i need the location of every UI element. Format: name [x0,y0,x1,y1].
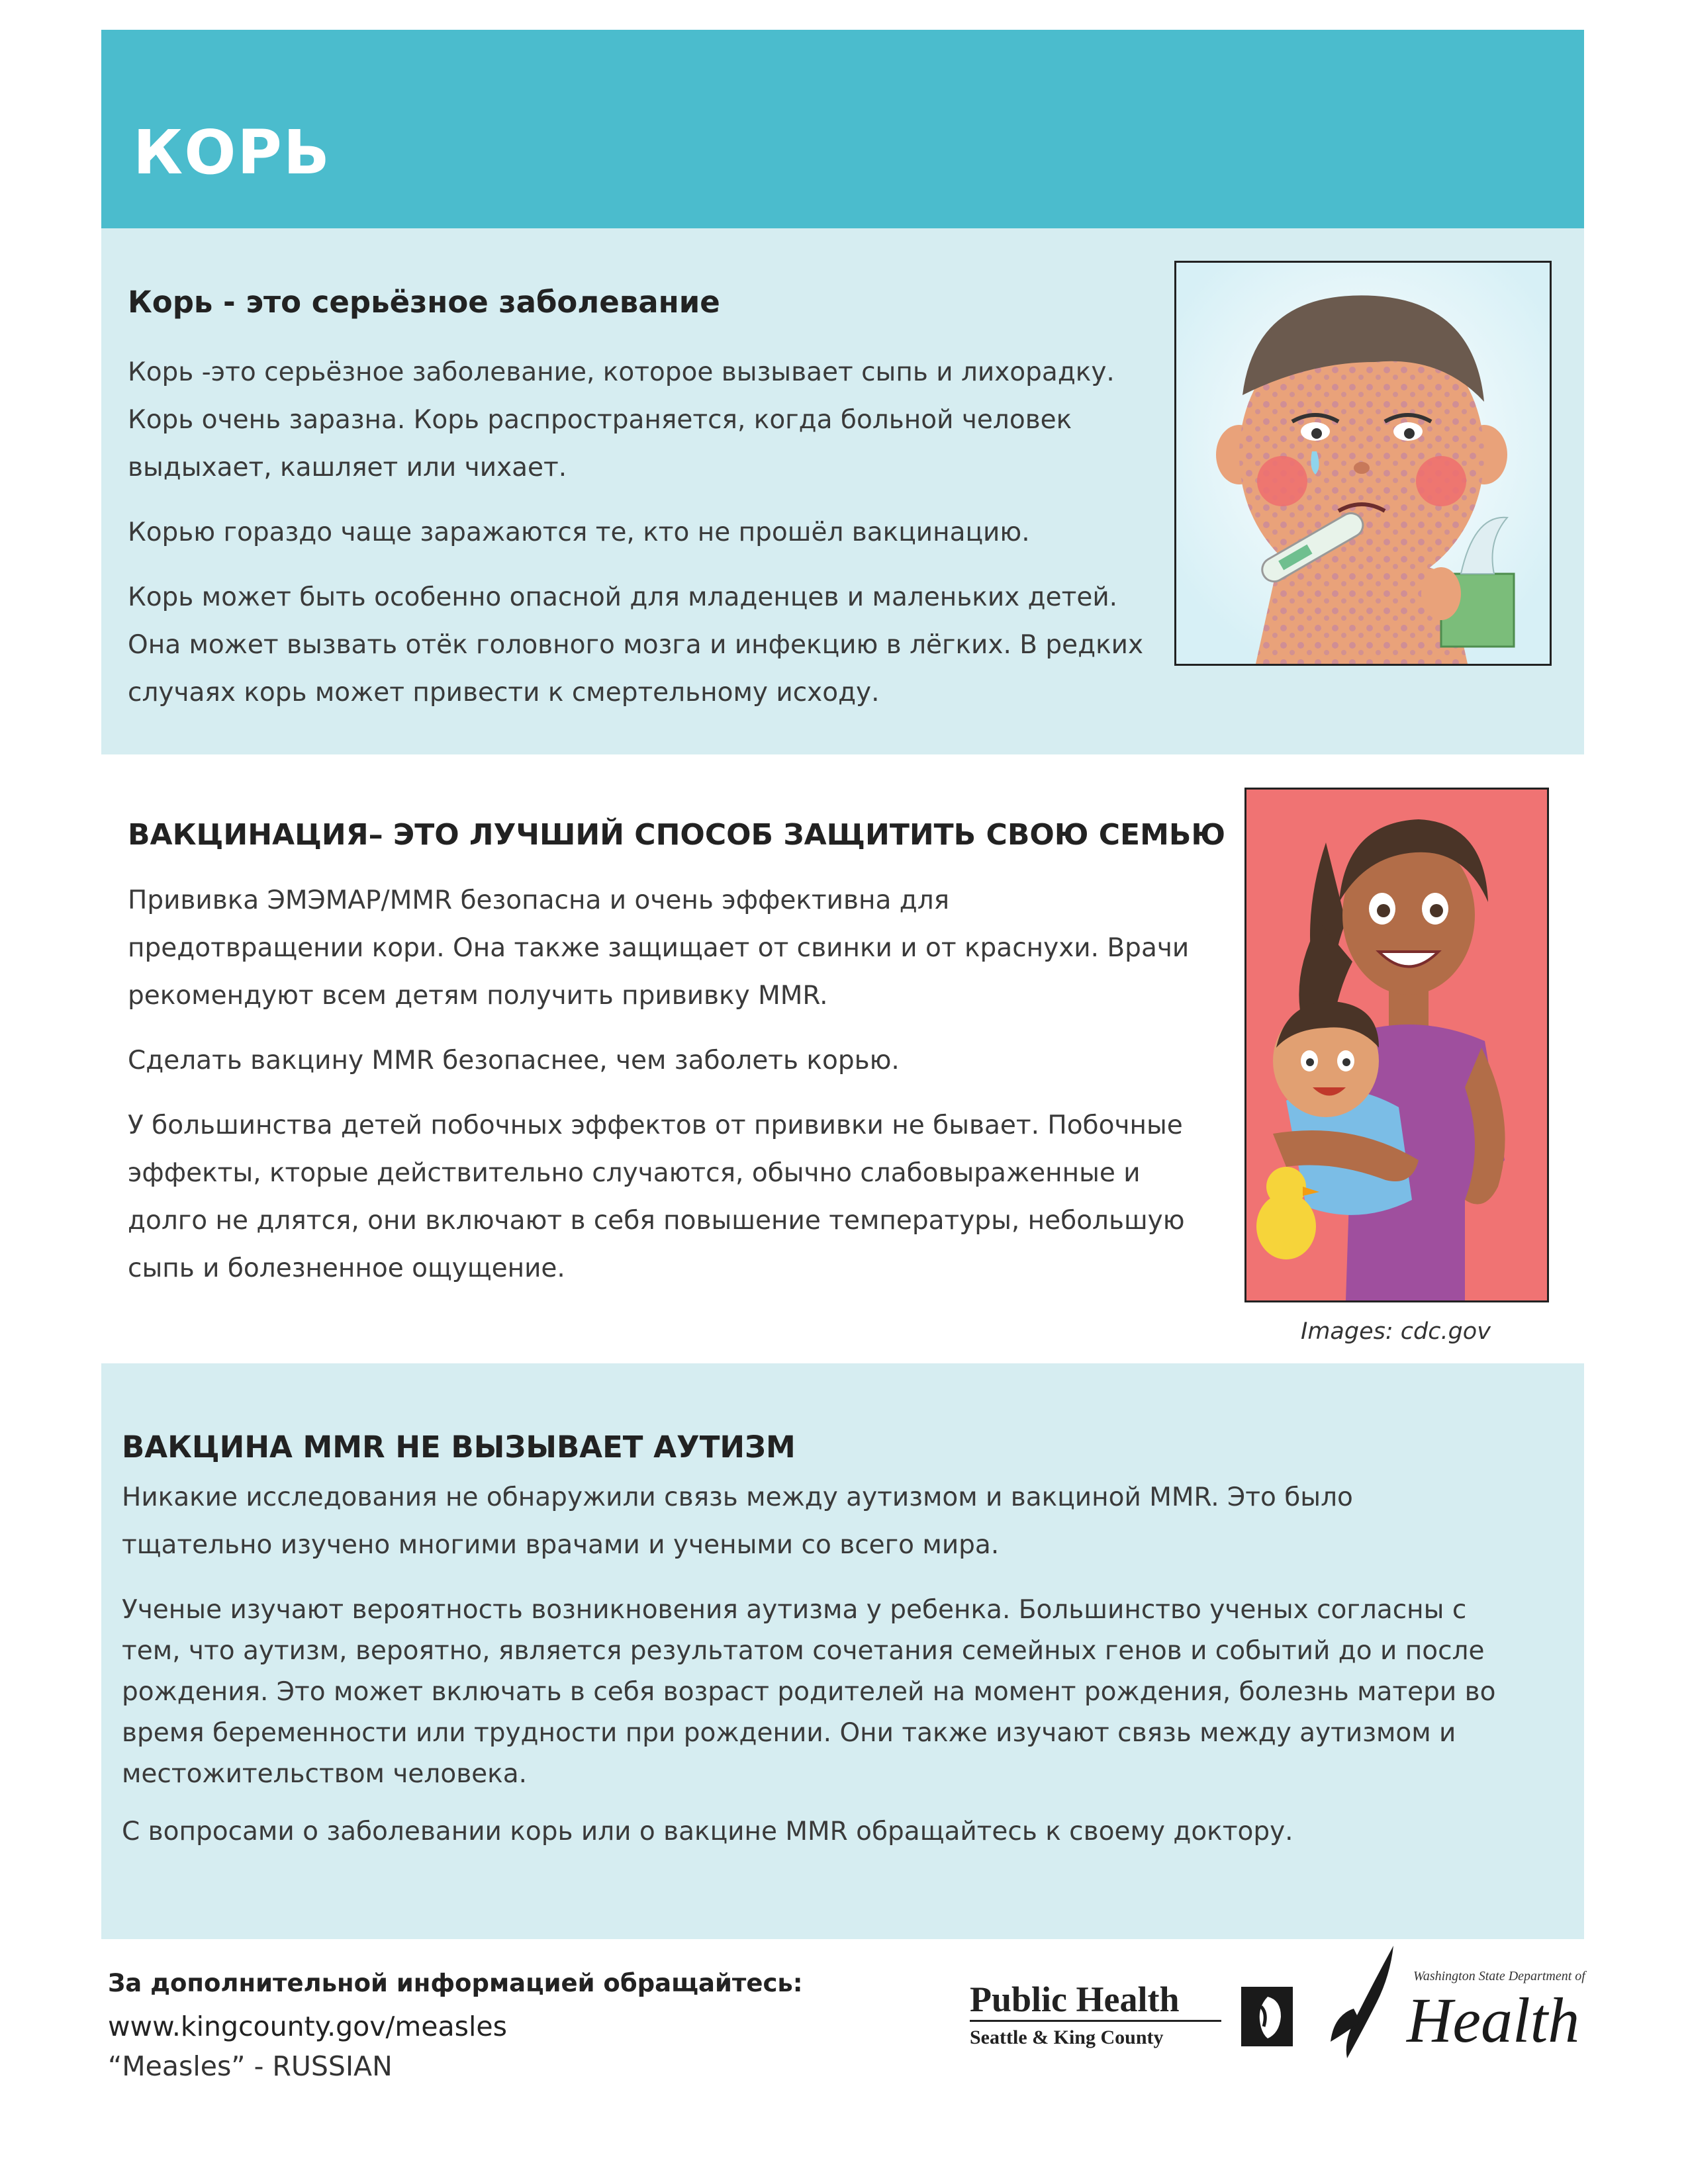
section1-text-line: Корь может быть особенно опасной для младенцев и маленьких детей. [128,582,1118,612]
section1-text-line: выдыхает, кашляет или чихает. [128,453,567,482]
section3-text-line: Ученые изучают вероятность возникновения аутизма у ребенка. Большинство ученых согласны с [122,1595,1467,1625]
title-banner [101,30,1584,228]
contact-heading: За дополнительной информацией обращайтесь: [108,1969,803,1997]
public-health-logo-subtitle: Seattle & King County [970,2026,1164,2048]
section2-text-line: Сделать вакцину MMR безопаснее, чем заболеть корью. [128,1046,900,1075]
page-title: КОРЬ [133,117,331,188]
feather-icon [1327,1942,1407,2062]
section1-text-line: Она может вызвать отёк головного мозга и инфекцию в лёгких. В редких [128,630,1144,660]
section2-text-line: рекомендуют всем детям получить прививку MMR. [128,981,828,1011]
wa-doh-logo-subtitle: Washington State Department of [1413,1969,1585,1983]
contact-url[interactable]: www.kingcounty.gov/measles [108,2011,507,2042]
section2-text-line: эффекты, кторые действительно случаются, обычно слабовыраженные и [128,1158,1141,1188]
king-county-emblem-icon [1241,1987,1293,2046]
logo-divider [970,2020,1221,2022]
section2-text-line: долго не длятся, они включают в себя повышение температуры, небольшую [128,1206,1185,1236]
public-health-logo-title: Public Health [970,1979,1180,2019]
public-health-logo [970,1979,1294,2058]
section2-text-line: предотвращении кори. Она также защищает от свинки и от краснухи. Врачи [128,933,1190,963]
section2-heading: ВАКЦИНАЦИЯ– ЭТО ЛУЧШИЙ СПОСОБ ЗАЩИТИТЬ СВОЮ СЕМЬЮ [128,818,1226,852]
section2-text-line: сыпь и болезненное ощущение. [128,1253,565,1283]
section3-text-line: Никакие исследования не обнаружили связь между аутизмом и вакциной MMR. Это было [122,1482,1353,1512]
section1-heading: Корь - это серьёзное заболевание [128,285,720,320]
section1-text-line: Корью гораздо чаще заражаются те, кто не прошёл вакцинацию. [128,518,1030,547]
wa-doh-logo [1327,1942,1585,2062]
section1-text-line: случаях корь может привести к смертельному исходу. [128,678,880,707]
section2-text-line: Прививка ЭМЭМАР/MMR безопасна и очень эффективна для [128,886,950,915]
section3-text-line: тщательно изучено многими врачами и учеными со всего мира. [122,1530,1000,1560]
section3-text-line: С вопросами о заболевании корь или о вакцине MMR обращайтесь к своему доктору. [122,1817,1293,1846]
section3-text-line: рождения. Это может включать в себя возраст родителей на момент рождения, болезнь матери во [122,1677,1496,1707]
mother-baby-image [1244,788,1549,1302]
section3-text-line: время беременности или трудности при рождении. Они также изучают связь между аутизмом и [122,1718,1456,1748]
section3-heading: ВАКЦИНА MMR НЕ ВЫЗЫВАЕТ АУТИЗМ [122,1430,796,1465]
sick-child-image [1174,261,1552,666]
wa-doh-logo-title: Health [1407,1985,1580,2056]
section2-text-line: У большинства детей побочных эффектов от прививки не бывает. Побочные [128,1111,1183,1140]
document-label: “Measles” - RUSSIAN [108,2050,393,2082]
section3-text-line: тем, что аутизм, вероятно, является результатом сочетания семейных генов и событий до и после [122,1636,1485,1666]
section1-text-line: Корь -это серьёзное заболевание, которое вызывает сыпь и лихорадку. [128,357,1115,387]
section3-text-line: местожительством человека. [122,1759,528,1789]
image-credit: Images: cdc.gov [1301,1318,1491,1345]
section1-text-line: Корь очень заразна. Корь распространяется, когда больной человек [128,405,1072,435]
